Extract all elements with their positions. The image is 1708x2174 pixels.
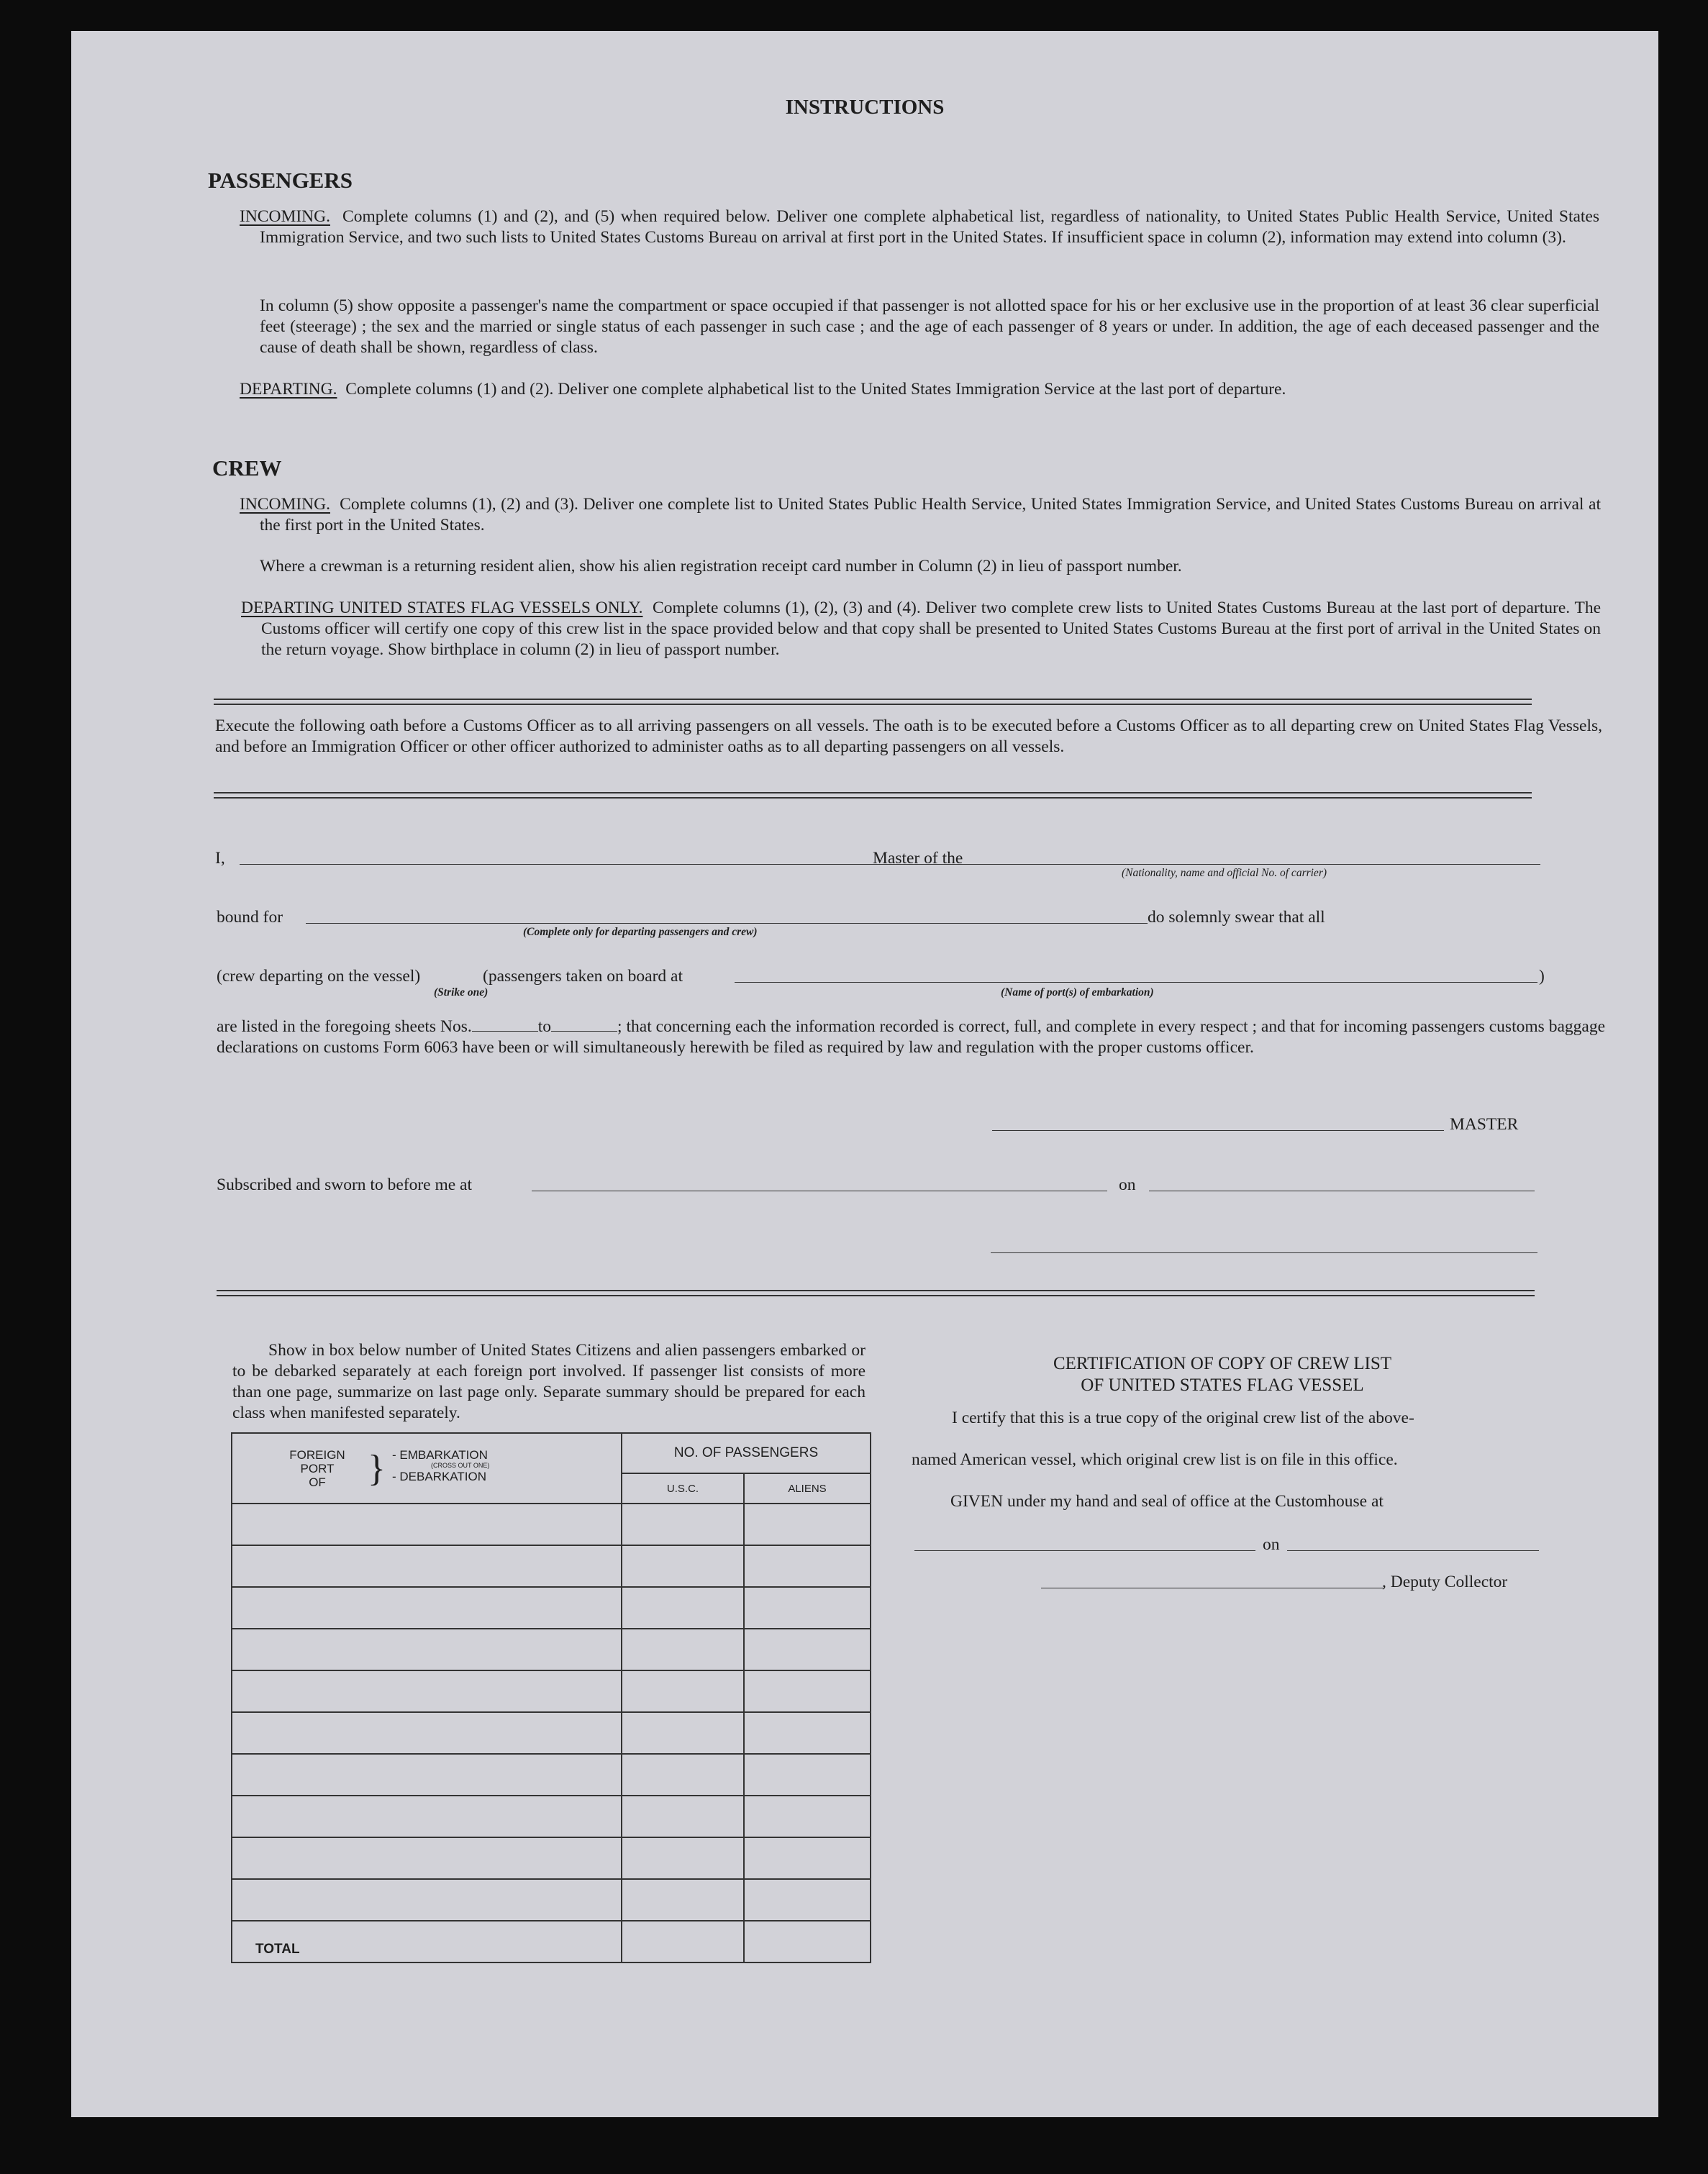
aliens-cell[interactable] xyxy=(744,1629,871,1670)
master-signature-field[interactable] xyxy=(992,1130,1444,1131)
given-line: GIVEN under my hand and seal of office at the Customhouse at xyxy=(950,1492,1384,1511)
close-paren: ) xyxy=(1539,967,1545,986)
total-label: TOTAL xyxy=(232,1921,622,1962)
port-cell[interactable] xyxy=(232,1670,622,1712)
embarkation-ports-field[interactable] xyxy=(735,982,1537,983)
ports-caption: (Name of port(s) of embarkation) xyxy=(1001,986,1154,999)
passengers-departing-paragraph xyxy=(240,379,1599,400)
cross-out-note: (CROSS OUT ONE) xyxy=(431,1462,490,1469)
certification-date-field[interactable] xyxy=(1287,1550,1539,1551)
statement-rest: ; that concerning each the information recorded is correct, full, and complete in every respect ; and that for incoming passengers customs baggage declarations on customs Form 6063 have been or will simultaneously herewith be filed as required by law and regulation with the proper customs officer. xyxy=(217,1017,1606,1057)
aliens-cell[interactable] xyxy=(744,1754,871,1796)
divider xyxy=(214,699,1532,705)
swear-text: do solemnly swear that all xyxy=(1148,908,1325,927)
usc-cell[interactable] xyxy=(622,1670,744,1712)
port-cell[interactable] xyxy=(232,1629,622,1670)
port-cell[interactable] xyxy=(232,1879,622,1921)
deputy-collector-label: , Deputy Collector xyxy=(1382,1573,1508,1591)
certification-on-label: on xyxy=(1263,1535,1280,1554)
foreign-label: FOREIGN xyxy=(289,1448,345,1462)
crew-incoming-text: Complete columns (1), (2) and (3). Deliver one complete list to United States Public Health Service, United States Immigration Service, and United States Customs Bureau on arrival at the first port in the United States. xyxy=(260,495,1601,535)
port-cell[interactable] xyxy=(232,1545,622,1587)
passengers-incoming-label: INCOMING. xyxy=(240,207,330,226)
crew-departing-text: Complete columns (1), (2), (3) and (4). Deliver two complete crew lists to United States Customs Bureau at the last port of departure. The Customs officer will certify one copy of this crew list in the space provided below and that copy shall be presented to United States Customs Bureau at the first port of arrival in the United States on the return voyage. Show birthplace in column (2) in lieu of passport number. xyxy=(261,599,1601,659)
oath-i-label: I, xyxy=(215,849,225,868)
usc-cell[interactable] xyxy=(622,1879,744,1921)
passengers-departing-label: DEPARTING. xyxy=(240,380,337,399)
brace-icon: } xyxy=(368,1448,386,1489)
master-label: MASTER xyxy=(1450,1115,1519,1134)
passengers-table xyxy=(231,1432,871,1963)
aliens-total-cell[interactable] xyxy=(744,1921,871,1962)
divider xyxy=(217,1290,1535,1296)
port-cell[interactable] xyxy=(232,1796,622,1837)
strike-one-caption: (Strike one) xyxy=(434,986,489,999)
box-instructions: Show in box below number of United States Citizens and alien passengers embarked or to be debarked separately at each foreign port involved. If passenger list consists of more than one page, summarize on last page only. Separate summary should be prepared for each class when manifested separately. xyxy=(232,1341,866,1422)
aliens-cell[interactable] xyxy=(744,1587,871,1629)
usc-cell[interactable] xyxy=(622,1587,744,1629)
crew-departing-option[interactable]: (crew departing on the vessel) xyxy=(217,967,421,986)
embarkation-option[interactable]: - EMBARKATION xyxy=(392,1448,488,1462)
sheets-label: are listed in the foregoing sheets Nos. xyxy=(217,1017,472,1036)
passengers-departing-text: Complete columns (1) and (2). Deliver one complete alphabetical list to the United States Immigration Service at the last port of departure. xyxy=(345,380,1286,399)
usc-total-cell[interactable] xyxy=(622,1921,744,1962)
aliens-header: ALIENS xyxy=(744,1473,871,1504)
nationality-caption: (Nationality, name and official No. of carrier) xyxy=(1122,867,1327,879)
subscribed-label: Subscribed and sworn to before me at xyxy=(217,1175,473,1194)
complete-only-caption: (Complete only for departing passengers and crew) xyxy=(523,926,758,938)
to-label: to xyxy=(537,1017,552,1036)
oath-instruction-paragraph: Execute the following oath before a Customs Officer as to all arriving passengers on all vessels. The oath is to be executed before a Customs Officer as to all departing crew on United States Flag Vessels, and before an Immigration Officer or other officer authorized to administer oaths as to all departing passengers on all vessels. xyxy=(215,717,1602,756)
aliens-cell[interactable] xyxy=(744,1879,871,1921)
passengers-taken-option[interactable]: (passengers taken on board at xyxy=(483,967,683,986)
usc-cell[interactable] xyxy=(622,1754,744,1796)
crew-incoming-label: INCOMING. xyxy=(240,495,330,514)
crew-departing-label: DEPARTING UNITED STATES FLAG VESSELS ONLY. xyxy=(241,599,643,617)
port-label: PORT xyxy=(300,1462,335,1475)
crew-heading: CREW xyxy=(212,455,282,481)
debarkation-option[interactable]: - DEBARKATION xyxy=(392,1470,486,1483)
aliens-cell[interactable] xyxy=(744,1670,871,1712)
bound-for-label: bound for xyxy=(217,908,283,927)
aliens-cell[interactable] xyxy=(744,1712,871,1754)
port-cell[interactable] xyxy=(232,1587,622,1629)
aliens-cell[interactable] xyxy=(744,1545,871,1587)
port-cell[interactable] xyxy=(232,1837,622,1879)
oath-statement xyxy=(217,1016,1605,1058)
passengers-incoming-paragraph xyxy=(240,206,1599,248)
foreign-port-of-label xyxy=(276,1448,359,1489)
crew-incoming-paragraph xyxy=(240,494,1601,536)
port-header-cell xyxy=(232,1433,622,1504)
certify-line1: I certify that this is a true copy of the original crew list of the above- xyxy=(952,1409,1414,1427)
crew-departing-paragraph xyxy=(241,598,1601,660)
of-label: OF xyxy=(309,1475,326,1489)
usc-cell[interactable] xyxy=(622,1796,744,1837)
usc-cell[interactable] xyxy=(622,1837,744,1879)
certification-title-line1: CERTIFICATION OF COPY OF CREW LIST xyxy=(1053,1354,1392,1373)
form-page xyxy=(71,31,1658,2117)
no-passengers-header: NO. OF PASSENGERS xyxy=(622,1433,871,1473)
port-cell[interactable] xyxy=(232,1754,622,1796)
usc-cell[interactable] xyxy=(622,1545,744,1587)
subscribed-on-label: on xyxy=(1119,1175,1136,1194)
usc-cell[interactable] xyxy=(622,1712,744,1754)
passengers-column5-paragraph: In column (5) show opposite a passenger's name the compartment or space occupied if that passenger is not allotted space for his or her exclusive use in the proportion of at least 36 clear superficial feet (steerage) ; the sex and the married or single status of each passenger in such case ; and the age of each passenger of 8 years or under. In addition, the age of each deceased passenger and the cause of death shall be shown, regardless of class. xyxy=(260,296,1599,357)
usc-cell[interactable] xyxy=(622,1504,744,1545)
bound-for-field[interactable] xyxy=(306,923,1148,924)
port-cell[interactable] xyxy=(232,1504,622,1545)
certification-title-line2: OF UNITED STATES FLAG VESSEL xyxy=(1081,1375,1364,1395)
certification-title xyxy=(899,1353,1546,1396)
usc-cell[interactable] xyxy=(622,1629,744,1670)
divider xyxy=(214,792,1532,799)
sheet-to-field[interactable] xyxy=(551,1031,617,1032)
sheet-from-field[interactable] xyxy=(472,1031,538,1032)
usc-header: U.S.C. xyxy=(622,1473,744,1504)
carrier-field[interactable] xyxy=(1001,864,1540,865)
officer-signature-field[interactable] xyxy=(991,1252,1537,1253)
aliens-cell[interactable] xyxy=(744,1796,871,1837)
crew-resident-paragraph: Where a crewman is a returning resident alien, show his alien registration receipt card number in Column (2) in lieu of passport number. xyxy=(260,557,1182,576)
aliens-cell[interactable] xyxy=(744,1504,871,1545)
embark-debark-label xyxy=(392,1448,489,1483)
master-of-label: Master of the xyxy=(873,849,963,868)
passengers-incoming-text: Complete columns (1) and (2), and (5) when required below. Deliver one complete alphabetical list, regardless of nationality, to United States Public Health Service, United States Immigration Service, and two such lists to United States Customs Bureau on arrival at first port in the United States. If insufficient space in column (2), information may extend into column (3). xyxy=(260,207,1600,247)
passengers-heading: PASSENGERS xyxy=(208,168,353,193)
page-title: INSTRUCTIONS xyxy=(785,96,945,119)
certify-line2: named American vessel, which original crew list is on file in this office. xyxy=(912,1450,1398,1469)
customhouse-field[interactable] xyxy=(914,1550,1255,1551)
port-cell[interactable] xyxy=(232,1712,622,1754)
aliens-cell[interactable] xyxy=(744,1837,871,1879)
